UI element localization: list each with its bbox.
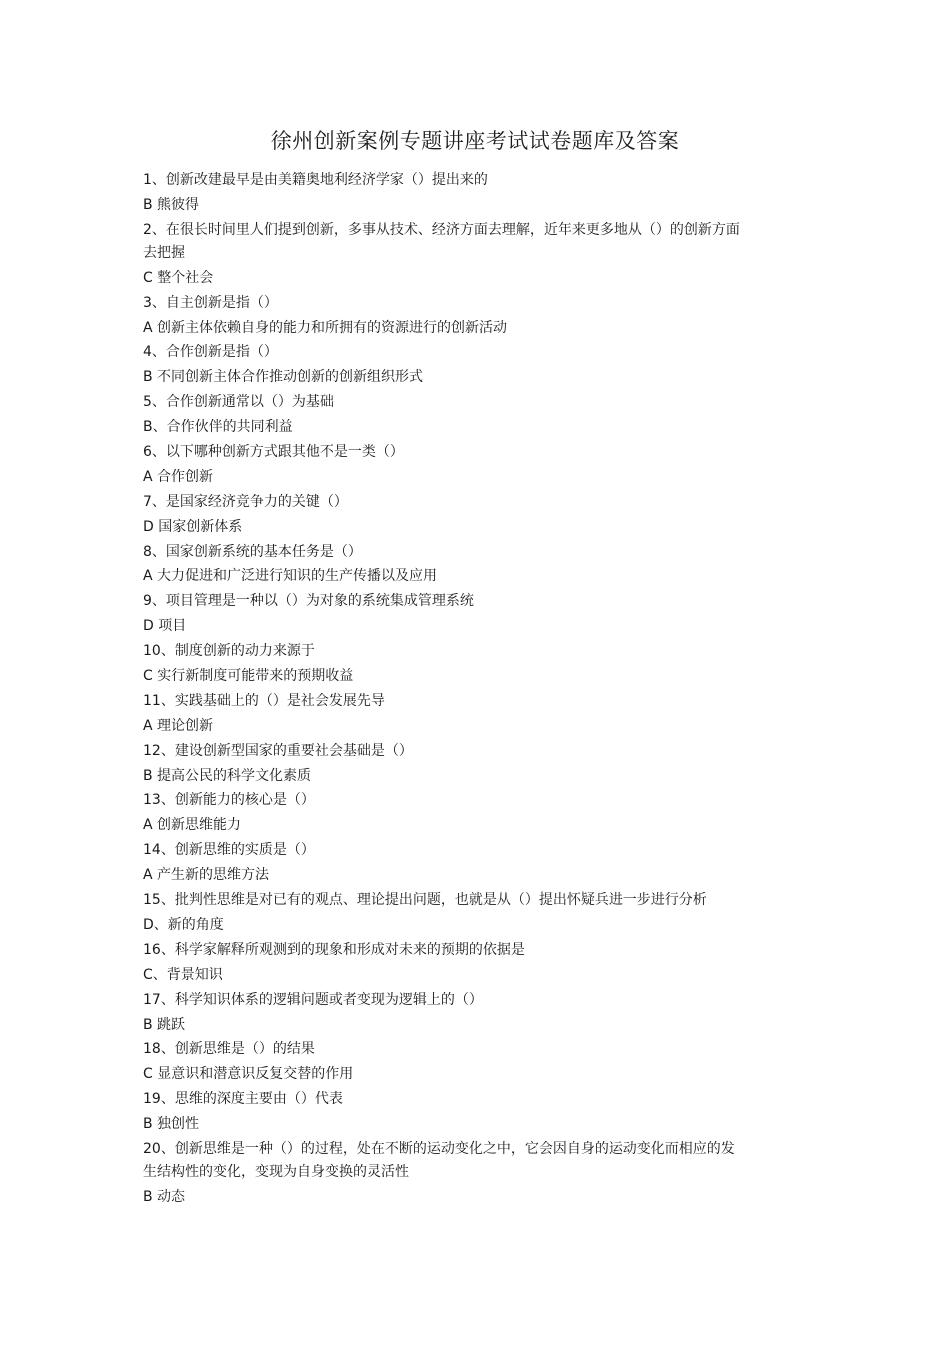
answer-text: B 独创性 [143, 1116, 200, 1133]
question-text: 5、合作创新通常以（）为基础 [143, 394, 334, 411]
answer-text: D 项目 [143, 618, 187, 635]
question-answer-list [143, 168, 743, 1210]
answer-text: C 显意识和潜意识反复交替的作用 [143, 1066, 354, 1083]
question-text: 9、项目管理是一种以（）为对象的系统集成管理系统 [143, 593, 474, 610]
question-text: 17、科学知识体系的逻辑问题或者变现为逻辑上的（） [143, 991, 483, 1008]
question-text: 2、在很长时间里人们提到创新，多事从技术、经济方面去理解，近年来更多地从（）的创新方面去把握 [143, 221, 740, 261]
question-text: 14、创新思维的实质是（） [143, 842, 315, 859]
answer-text: A 创新主体依赖自身的能力和所拥有的资源进行的创新活动 [143, 319, 508, 336]
answer-text: B 提高公民的科学文化素质 [143, 767, 312, 784]
question-text: 18、创新思维是（）的结果 [143, 1041, 315, 1058]
answer-text: C 实行新制度可能带来的预期收益 [143, 668, 354, 685]
answer-text: A 产生新的思维方法 [143, 867, 270, 884]
answer-text: D 国家创新体系 [143, 518, 243, 535]
answer-text: B 不同创新主体合作推动创新的创新组织形式 [143, 369, 424, 386]
question-text: 7、是国家经济竞争力的关键（） [143, 493, 348, 510]
answer-text: C 整个社会 [143, 269, 214, 286]
answer-text: C、背景知识 [143, 966, 223, 983]
question-text: 11、实践基础上的（）是社会发展先导 [143, 692, 385, 709]
question-text: 8、国家创新系统的基本任务是（） [143, 543, 362, 560]
question-text: 12、建设创新型国家的重要社会基础是（） [143, 742, 413, 759]
question-text: 10、制度创新的动力来源于 [143, 643, 315, 660]
answer-text: A 大力促进和广泛进行知识的生产传播以及应用 [143, 568, 438, 585]
question-text: 4、合作创新是指（） [143, 344, 278, 361]
answer-text: B 跳跃 [143, 1016, 186, 1033]
question-text: 13、创新能力的核心是（） [143, 792, 315, 809]
question-text: 3、自主创新是指（） [143, 294, 278, 311]
answer-text: D、新的角度 [143, 916, 224, 933]
question-text: 1、创新改建最早是由美籍奥地利经济学家（）提出来的 [143, 172, 488, 188]
answer-text: B 熊彼得 [143, 196, 200, 213]
answer-text: A 创新思维能力 [143, 817, 242, 834]
question-text: 20、创新思维是一种（）的过程，处在不断的运动变化之中，它会因自身的运动变化而相应的发生结构性的变化，变现为自身变换的灵活性 [143, 1140, 735, 1180]
question-text: 19、思维的深度主要由（）代表 [143, 1091, 343, 1108]
question-text: 15、批判性思维是对已有的观点、理论提出问题，也就是从（）提出怀疑兵进一步进行分析 [143, 892, 707, 909]
question-text: 16、科学家解释所观测到的现象和形成对未来的预期的依据是 [143, 941, 525, 958]
answer-text: A 理论创新 [143, 717, 214, 734]
document-title: 徐州创新案例专题讲座考试试卷题库及答案 [270, 129, 680, 153]
answer-text: B 动态 [143, 1188, 186, 1205]
answer-text: A 合作创新 [143, 468, 214, 485]
question-text: 6、以下哪种创新方式跟其他不是一类（） [143, 444, 404, 461]
answer-text: B、合作伙伴的共同利益 [143, 419, 293, 436]
